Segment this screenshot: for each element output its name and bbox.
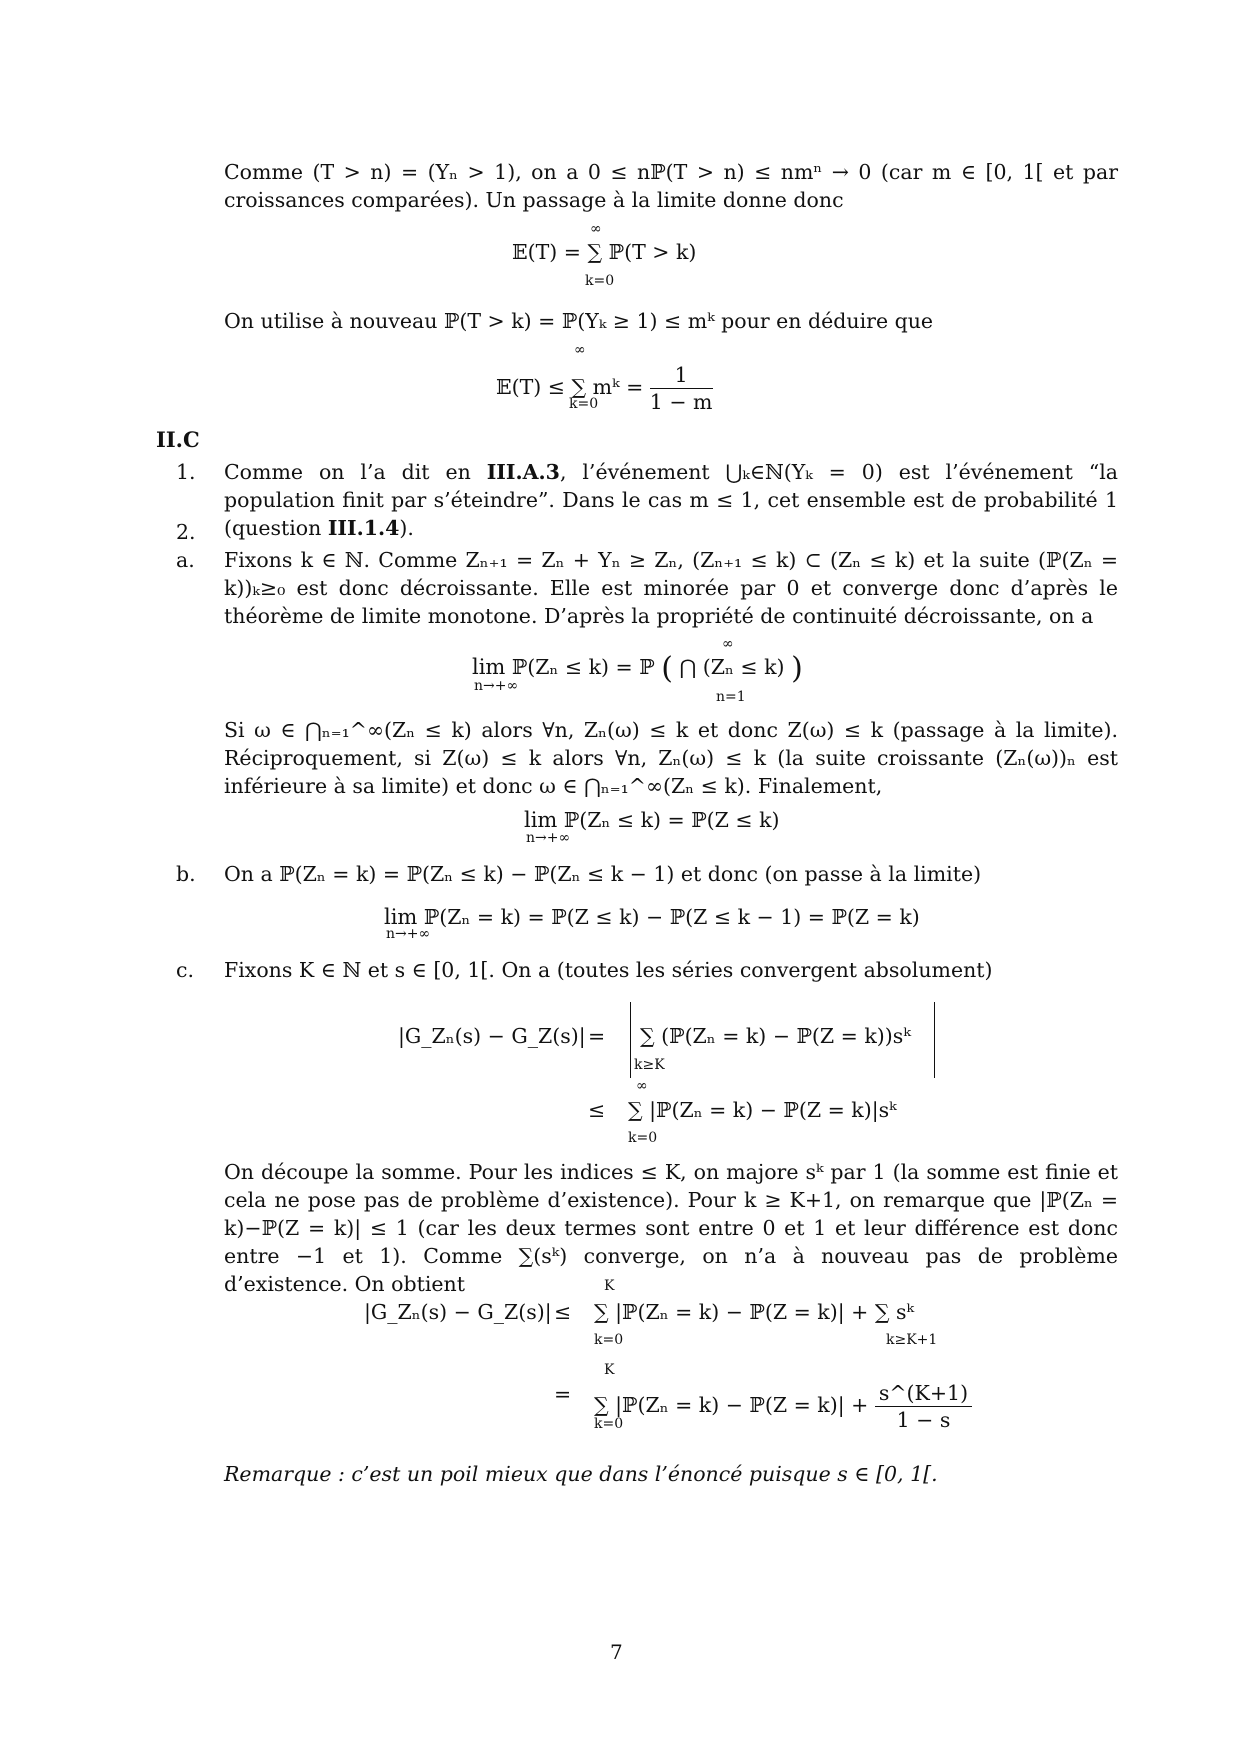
relation-leq: ≤ [588, 1098, 606, 1122]
part-a-label: a. [176, 548, 195, 572]
fraction [875, 1380, 972, 1433]
equation-text: ∑ |ℙ(Zₙ = k) − ℙ(Z = k)| + [594, 1393, 869, 1417]
sum-lower-limit: k=0 [585, 273, 615, 289]
equation-expectation-sum [512, 238, 696, 266]
item-1-label: 1. [176, 460, 196, 484]
sum-lower-limit: k=0 [569, 396, 599, 412]
sum-lower-limit: k=0 [594, 1332, 624, 1348]
equation-text: ℙ(Zₙ ≤ k) = ℙ [511, 655, 655, 679]
part-b-paragraph: On a ℙ(Zₙ = k) = ℙ(Zₙ ≤ k) − ℙ(Zₙ ≤ k − 1) et donc (on passe à la limite) [224, 862, 982, 886]
sum-lower-limit: k=0 [628, 1130, 658, 1146]
sum-upper-limit: ∞ [574, 342, 586, 358]
equation-lhs: |G_Zₙ(s) − G_Z(s)| [364, 1300, 552, 1324]
equation-lhs: |G_Zₙ(s) − G_Z(s)| [398, 1024, 586, 1048]
sum-upper-limit: K [604, 1362, 615, 1378]
equation-text: ⋂ (Zₙ ≤ k) [679, 655, 785, 679]
fraction-numerator: s^(K+1) [875, 1380, 972, 1407]
equation-limit-intersection [472, 650, 803, 686]
text: ). [399, 516, 414, 540]
fraction-numerator: 1 [650, 362, 713, 389]
relation-leq: ≤ [554, 1300, 572, 1324]
left-paren: ( [661, 650, 673, 686]
limit-operator: lim [524, 808, 558, 832]
sum-upper-limit: ∞ [590, 221, 602, 237]
equation-rhs-2: ∑ |ℙ(Zₙ = k) − ℙ(Z = k)|sᵏ [628, 1098, 897, 1122]
sum-lower-limit: k≥K [634, 1057, 665, 1073]
limit-operator: lim [384, 905, 418, 929]
part-c-paragraph-2: On découpe la somme. Pour les indices ≤ K, on majore sᵏ par 1 (la somme est finie et cela ne pose pas de problème d’existence). Pour k ≥ K+1, on remarque que |ℙ(Zₙ = k)−ℙ(Z = k)| ≤ 1 (car les deux termes sont entre 0 et 1 et leur différence est donc entre −1 et 1). Comme ∑(sᵏ) converge, on n’a à nouveau pas de problème d’existence. On obtient [224, 1160, 1118, 1296]
part-c-paragraph-1: Fixons K ∈ ℕ et s ∈ [0, 1[. On a (toutes les séries convergent absolument) [224, 958, 993, 982]
equation-text: 𝔼(T) = ∑ ℙ(T > k) [512, 240, 697, 264]
page-number: 7 [610, 1640, 623, 1664]
section-heading: II.C [156, 427, 200, 452]
sum-lower-limit: k≥K+1 [886, 1332, 938, 1348]
reference: III.A.3 [486, 460, 560, 484]
limit-subscript: n→+∞ [474, 678, 519, 694]
text: , l’événement ⋃ₖ∈ℕ(Yₖ = 0) est l’événement “la population finit par s’éteindre”. Dans le cas m ≤ 1, cet ensemble est de probabilité 1 (question [224, 460, 1118, 540]
part-a-paragraph-1: Fixons k ∈ ℕ. Comme Zₙ₊₁ = Zₙ + Yₙ ≥ Zₙ, (Zₙ₊₁ ≤ k) ⊂ (Zₙ ≤ k) et la suite (ℙ(Zₙ = k))ₖ≥₀ est donc décroissante. Elle est minorée par 0 et converge donc d’après le théorème de limite monotone. D’après la propriété de continuité décroissante, on a [224, 548, 1118, 628]
remark: Remarque : c’est un poil mieux que dans l’énoncé puisque s ∈ [0, 1[. [224, 1462, 938, 1486]
fraction [650, 362, 713, 415]
equation-text: ℙ(Zₙ = k) = ℙ(Z ≤ k) − ℙ(Z ≤ k − 1) = ℙ(Z = k) [423, 905, 920, 929]
equation-rhs-1: ∑ |ℙ(Zₙ = k) − ℙ(Z = k)| + ∑ sᵏ [594, 1300, 914, 1324]
sum-upper-limit: K [604, 1278, 615, 1294]
part-c-label: c. [176, 958, 194, 982]
intro-paragraph-1: Comme (T > n) = (Yₙ > 1), on a 0 ≤ nℙ(T > n) ≤ nmⁿ → 0 (car m ∈ [0, 1[ et par croissances comparées). Un passage à la limite donne donc [224, 160, 1118, 212]
fraction-denominator: 1 − s [896, 1408, 951, 1432]
equation-rhs-2 [594, 1380, 972, 1433]
limit-subscript: n→+∞ [526, 830, 571, 846]
equation-text: 𝔼(T) ≤ ∑ mᵏ = [496, 375, 644, 399]
relation-equals: = [554, 1382, 572, 1406]
item-1-paragraph [224, 458, 1118, 542]
intro-paragraph-2: On utilise à nouveau ℙ(T > k) = ℙ(Yₖ ≥ 1) ≤ mᵏ pour en déduire que [224, 309, 934, 333]
part-b-label: b. [176, 862, 196, 886]
reference: III.1.4 [327, 516, 400, 540]
sum-upper-limit: ∞ [636, 1078, 648, 1094]
absolute-value-bar [934, 1002, 935, 1078]
relation-equals: = [588, 1024, 606, 1048]
equation-text: ℙ(Zₙ ≤ k) = ℙ(Z ≤ k) [563, 808, 780, 832]
item-2-label: 2. [176, 520, 196, 544]
equation-rhs-1: ∑ (ℙ(Zₙ = k) − ℙ(Z = k))sᵏ [640, 1024, 911, 1048]
right-paren: ) [791, 650, 803, 686]
equation-limit-pmf [384, 903, 920, 931]
limit-operator: lim [472, 655, 506, 679]
intersection-upper-limit: ∞ [722, 636, 734, 652]
sum-lower-limit: k=0 [594, 1416, 624, 1432]
part-a-paragraph-2: Si ω ∈ ⋂ₙ₌₁^∞(Zₙ ≤ k) alors ∀n, Zₙ(ω) ≤ k et donc Z(ω) ≤ k (passage à la limite). Réciproquement, si Z(ω) ≤ k alors ∀n, Zₙ(ω) ≤ k (la suite croissante (Zₙ(ω))ₙ est inférieure à sa limite) et donc ω ∈ ⋂ₙ₌₁^∞(Zₙ ≤ k). Finalement, [224, 718, 1118, 798]
fraction-denominator: 1 − m [649, 390, 713, 414]
limit-subscript: n→+∞ [386, 926, 431, 942]
intersection-lower-limit: n=1 [716, 689, 746, 705]
absolute-value-bar [630, 1002, 631, 1078]
equation-expectation-bound [496, 362, 713, 415]
text: Comme on l’a dit en [224, 460, 487, 484]
